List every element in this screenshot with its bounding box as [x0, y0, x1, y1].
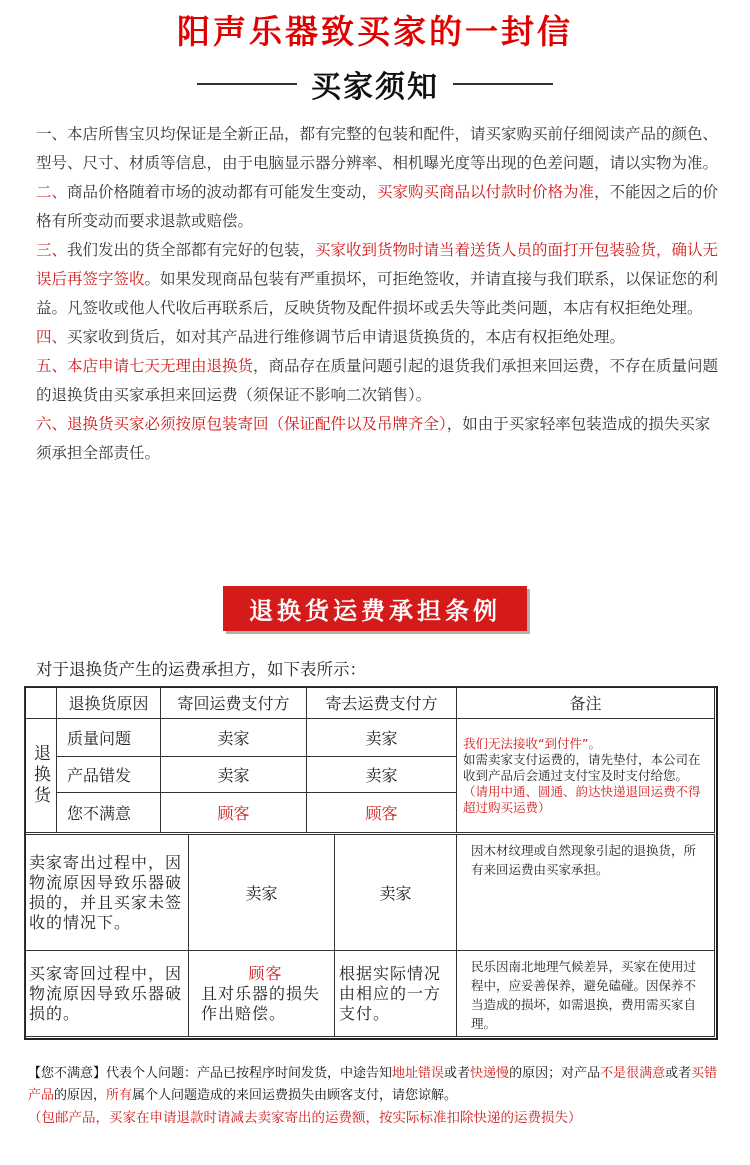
return-payer-cell: 卖家: [161, 757, 307, 793]
notice-2-text-b: ，不能因之后的价格有所变动而要求退款或赔偿。: [36, 183, 719, 230]
divider-left: [197, 83, 297, 85]
footer-text: 或者: [665, 1066, 692, 1081]
note-red-1: 我们无法接收“到付件”。: [463, 735, 601, 751]
return-payer-cell: 卖家: [189, 835, 335, 951]
notices-list: [36, 120, 720, 468]
table-intro: 对于退换货产生的运费承担方，如下表所示：: [36, 660, 366, 679]
footer-paragraph: [28, 1063, 728, 1107]
notice-6-highlight: 退换货买家必须按原包装寄回（保证配件以及吊牌齐全）: [67, 415, 447, 433]
footer-highlight: 地址错误: [392, 1066, 445, 1081]
shipping-table: [24, 686, 715, 833]
section-banner: 退换货运费承担条例: [223, 586, 527, 631]
notice-3-number: 三、: [36, 241, 68, 259]
subtitle: 买家须知: [311, 70, 439, 105]
note-cell: 民乐因南北地理气候差异，买家在使用过程中，应妥善保养，避免磕碰。因保养不当造成的损坏，如需退换，费用需买家自理。: [457, 951, 715, 1037]
notice-6-number: 六、: [36, 415, 68, 433]
notice-4-number: 四、: [36, 328, 68, 346]
notice-4: [36, 323, 720, 352]
notice-5: [36, 352, 720, 410]
divider-right: [453, 83, 553, 85]
notice-2: [36, 178, 720, 236]
footer-highlight: 快递慢: [470, 1066, 510, 1081]
header-reason: 退换货原因: [57, 687, 161, 719]
reason-cell: 质量问题: [57, 719, 161, 757]
header-blank: [25, 687, 57, 719]
footer-highlight: 不是很满意: [600, 1066, 666, 1081]
group-label-text: 退换货: [30, 744, 50, 807]
condition-cell: 卖家寄出过程中，因物流原因导致乐器破损的，并且买家未签收的情况下。: [25, 835, 189, 951]
letter-title: 阳声乐器致买家的一封信: [177, 12, 573, 51]
notice-1: 一、本店所售宝贝均保证是全新正品，都有完整的包装和配件，请买家购买前仔细阅读产品的颜色、型号、尺寸、材质等信息，由于电脑显示器分辨率、相机曝光度等出现的色差问题，请以实物为准。: [36, 125, 719, 172]
group-label: [25, 719, 57, 833]
header-note: 备注: [457, 687, 715, 719]
notice-5-number: 五、: [36, 357, 68, 375]
send-payer-cell: 卖家: [335, 835, 457, 951]
note-red-2: （请用中通、圆通、韵达快递退回运费不得超过购买运费）: [463, 783, 701, 815]
notice-2-number: 二、: [36, 183, 68, 201]
return-payer-cell: [189, 951, 335, 1037]
return-payer-cell: 卖家: [161, 719, 307, 757]
notice-3-highlight: 买家收到货物时请当着送货人员的面打开包装验货，确认无误后再签字签收: [36, 241, 719, 288]
notice-4-text: 买家收到货后，如对其产品进行维修调节后申请退货换货的，本店有权拒绝处理。: [67, 328, 626, 346]
subtitle-row: [0, 62, 750, 106]
header-send-payer: 寄去运费支付方: [307, 687, 457, 719]
note-cell: [457, 719, 715, 833]
notice-5-highlight: 本店申请七天无理由退换货: [67, 357, 254, 375]
reason-cell: 产品错发: [57, 757, 161, 793]
send-payer-cell: 卖家: [307, 757, 457, 793]
damage-row: [25, 835, 715, 951]
footer-highlight: 所有: [106, 1088, 133, 1103]
footer-text: 的原因；对产品: [509, 1066, 601, 1081]
table-row: [25, 719, 715, 757]
notice-3-text-b: 。如果发现商品包装有严重损坏，可拒绝签收，并请直接与我们联系，以保证您的利益。凡签收或他人代收后再联系后，反映货物及配件损坏或丢失等此类问题，本店有权拒绝处理。: [36, 270, 719, 317]
header-return-payer: 寄回运费支付方: [161, 687, 307, 719]
footer-notes: [28, 1063, 728, 1129]
notice-3: [36, 236, 720, 323]
note-cell: 因木材纹理或自然现象引起的退换货，所有来回运费由买家承担。: [457, 835, 715, 951]
damage-table: [24, 834, 715, 1037]
notice-5-text: ，商品存在质量问题引起的退货我们承担来回运费，不存在质量问题的退换货由买家承担来回运费（须保证不影响二次销售）。: [36, 357, 719, 404]
footer-text: 【您不满意】代表个人问题：产品已按程序时间发货，中途告知: [28, 1066, 393, 1081]
reason-cell: 您不满意: [57, 793, 161, 833]
send-payer-cell: 根据实际情况由相应的一方支付。: [335, 951, 457, 1037]
notice-2-text-a: 商品价格随着市场的波动都有可能发生变动，: [67, 183, 378, 201]
send-payer-cell: 卖家: [307, 719, 457, 757]
notice-6: [36, 410, 720, 468]
notice-6-text: ，如由于买家轻率包装造成的损失买家须承担全部责任。: [36, 415, 711, 462]
footer-shipping-note: （包邮产品，买家在申请退款时请减去卖家寄出的运费额，按实际标准扣除快递的运费损失）: [28, 1110, 582, 1126]
notice-2-highlight: 买家购买商品以付款时价格为准: [377, 183, 595, 201]
return-payer-text: 且对乐器的损失作出赔偿。: [201, 983, 321, 1023]
footer-text: 或者: [444, 1066, 471, 1081]
footer-highlight: 买错产品: [28, 1066, 718, 1103]
note-body: 如需卖家支付运费的，请先垫付，本公司在收到产品后会通过支付宝及时支付给您。: [463, 751, 701, 783]
banner-wrap: [0, 586, 750, 631]
return-payer-cell: 顾客: [161, 793, 307, 833]
table-header-row: [25, 687, 715, 719]
notice-3-text-a: 我们发出的货全部都有完好的包装，: [67, 241, 316, 259]
condition-cell: 买家寄回过程中，因物流原因导致乐器破损的。: [25, 951, 189, 1037]
damage-row: [25, 951, 715, 1037]
return-payer-highlight: 顾客: [248, 963, 283, 983]
footer-text: 的原因，: [54, 1088, 107, 1103]
footer-text: 属个人问题造成的来回运费损失由顾客支付，请您谅解。: [132, 1088, 458, 1103]
send-payer-cell: 顾客: [307, 793, 457, 833]
